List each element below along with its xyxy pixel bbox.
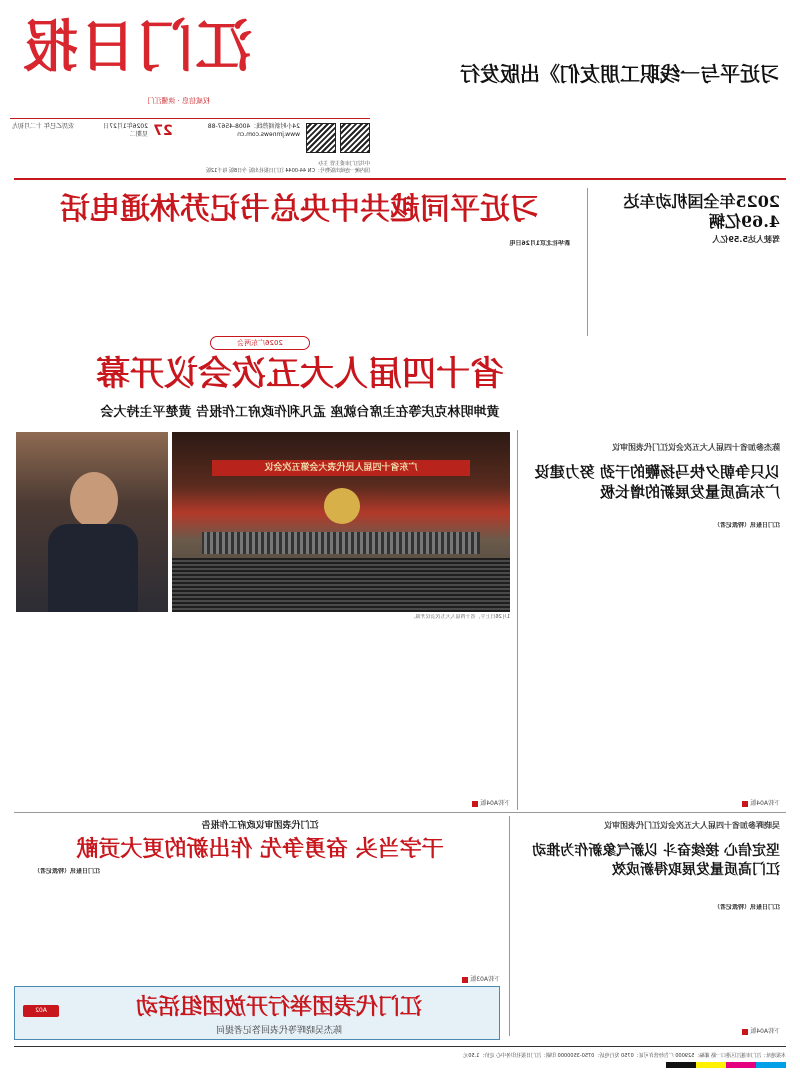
section-rule: [14, 812, 786, 813]
side-stat-subtitle: 驾驶人达5.59亿人: [712, 235, 780, 244]
left-story-2-title: 坚定信心 接续奋斗 以新气象新作为推动 江门高质量发展取得新成效: [532, 843, 780, 878]
bottom-story-dateline: 江门日报讯（特派记者）: [33, 868, 100, 875]
bottom-story-body: [16, 868, 500, 972]
promo-subtitle: 陈杰吴晓晖等代表回答记者提问: [216, 1026, 343, 1036]
column-divider: [509, 816, 510, 1036]
hotline-text: 24小时新闻热线：4008-4567-88: [207, 123, 300, 130]
masthead-rule: [14, 178, 786, 180]
left-story-2-kicker: 吴晓晖参加省十四届人大五次会议江门代表团审议: [604, 821, 780, 830]
main-subtitle: 黄坤明林克庆等在主席台就座 孟凡利作政府工作报告 黄楚平主持大会: [100, 405, 500, 420]
left-story-1-body: [522, 522, 780, 794]
side-stat-title: 2025年全国机动车达4.69亿辆: [623, 192, 780, 231]
congress-hall-photo: [172, 432, 510, 612]
column-divider: [587, 188, 588, 336]
bottom-story-title: 干字当头 奋勇争先 作出新的更大贡献: [76, 836, 444, 862]
arrow-icon: [742, 1029, 748, 1035]
main-headline: 省十四届人大五次会议开幕: [96, 354, 504, 394]
speaker-head: [70, 472, 118, 528]
left-story-2-goto: 下转A04版: [720, 1026, 780, 1035]
top-headline: 习近平同越共中央总书记苏林通电话: [60, 192, 540, 227]
left-story-2-body: [518, 904, 780, 1024]
main-goto: 下转A04版: [450, 798, 510, 807]
left-story-1-kicker: 陈杰参加省十四届人大五次会议江门代表团审议: [612, 443, 780, 452]
footer-rule: [14, 1046, 786, 1047]
qr-code-icon: [306, 123, 336, 153]
speaker-suit: [48, 524, 138, 612]
stage-banner: 广东省十四届人民代表大会第五次会议: [212, 460, 470, 476]
speaker-photo: [16, 432, 168, 612]
footer-text: 本报地址：江门市蓬江区港口一路 邮编：529000 广告经营许可证：0750 发行电话：0750-3500000 印刷：江门日报社印务中心 定价：1.50元: [463, 1053, 786, 1059]
column-divider: [517, 430, 518, 810]
top-headline-dateline: 新华社北京1月26日电: [509, 240, 570, 247]
page-badge: A02: [23, 1005, 59, 1017]
column-headline: 习近平与一线职工朋友们》出版发行: [460, 62, 780, 86]
color-registration-marks: [666, 1062, 786, 1068]
arrow-icon: [742, 801, 748, 807]
left-story-2-dateline: 江门日报讯（特派记者）: [713, 904, 780, 911]
photo-caption: 1月26日上午，省十四届人大五次会议开幕。: [410, 614, 510, 620]
audience-rows: [172, 558, 510, 612]
section-badge: 2026广东两会: [210, 336, 310, 350]
podium-rows: [202, 532, 480, 554]
bottom-story-kicker: 江门代表团审议政府工作报告: [201, 821, 319, 831]
lunar-date: 农历乙巳年 十二月初九: [12, 123, 74, 130]
arrow-icon: [472, 801, 478, 807]
bottom-story-goto: 下转A03版: [440, 974, 500, 983]
national-emblem-icon: [324, 488, 360, 524]
side-stat-body: [594, 252, 780, 382]
promo-banner[interactable]: [14, 986, 500, 1040]
arrow-icon: [462, 977, 468, 983]
issue-info-bar: [10, 118, 370, 158]
left-story-1-dateline: 江门日报讯（特派记者）: [713, 522, 780, 529]
issue-number: 27: [153, 123, 173, 139]
promo-title: 江门代表团举行开放团组活动: [136, 994, 423, 1020]
masthead-title: 江门日报: [20, 14, 252, 80]
left-story-1-title: 以只争朝夕快马扬鞭的干劲 努力建设广东高质量发展新的增长极: [534, 463, 780, 501]
sponsor-line: 中共江门市委主管 主办: [318, 161, 370, 167]
qr-code-icon: [340, 123, 370, 153]
publication-info: 国内统一连续出版物号：CN 44-0044 江门日报社出版 今日8版 每千12版: [205, 168, 370, 174]
masthead-slogan: 权威信息 · 读懂江门: [147, 97, 210, 105]
weekday: 星期二: [129, 131, 148, 138]
masthead-intro-text: [400, 95, 780, 141]
top-headline-body: [20, 240, 570, 326]
main-story-body: [16, 626, 510, 786]
date-line: 2026年1月27日: [103, 123, 148, 130]
site-text: www.jmnews.com.cn: [237, 131, 300, 138]
left-story-1-goto: 下转A04版: [720, 798, 780, 807]
